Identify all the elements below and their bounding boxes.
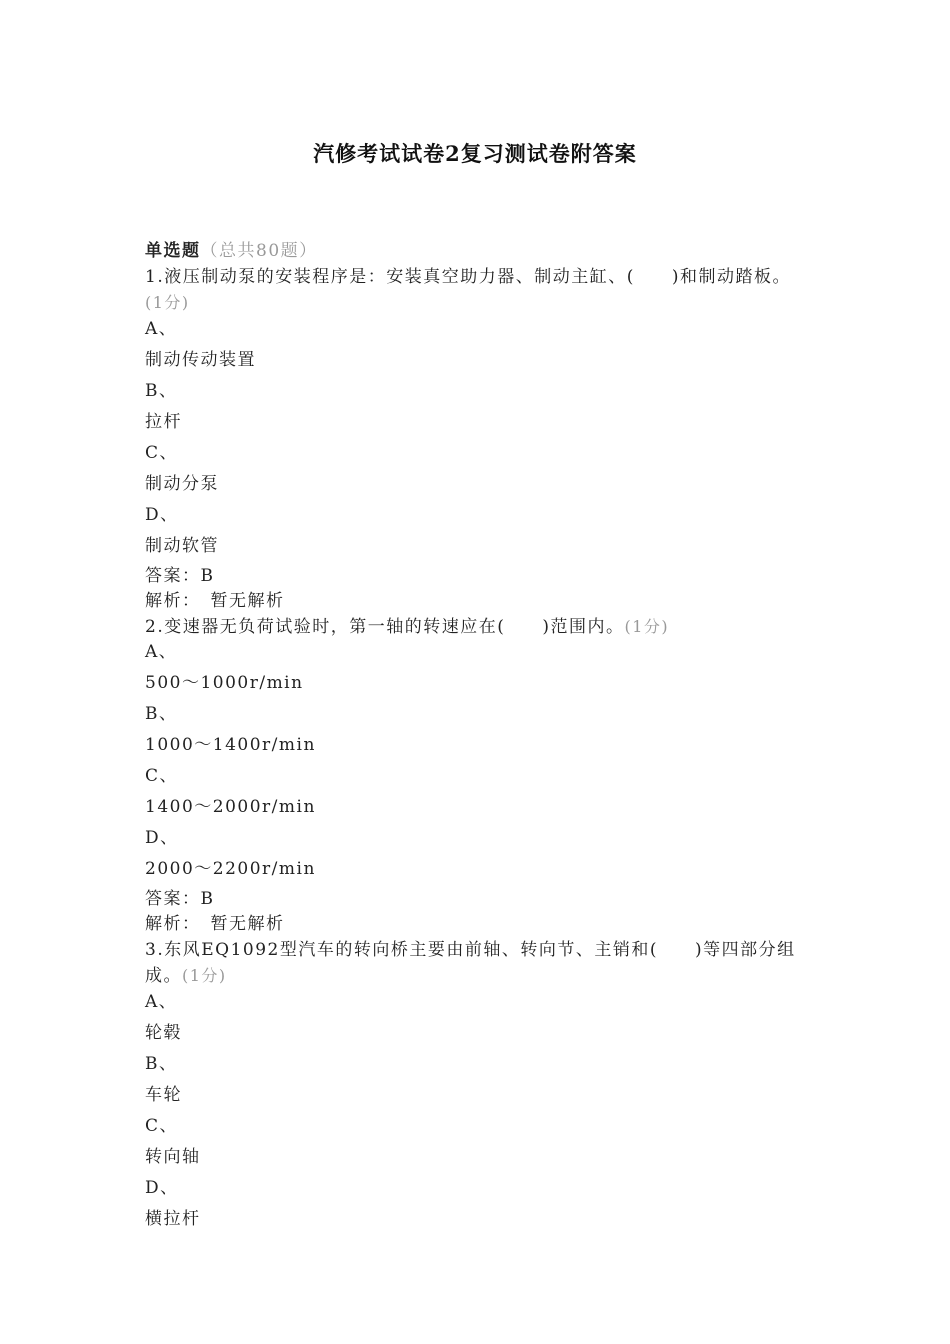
answer-line: 答案：B [145,889,215,909]
option-label: B、 [145,1054,178,1074]
answer-line: 答案：B [145,566,215,586]
option-label: C、 [145,443,179,463]
question-2 [145,614,815,937]
option-label: A、 [145,642,178,662]
question-stem [145,937,815,989]
option-text: 转向轴 [145,1147,201,1167]
option-text: 1000～1400r/min [145,735,316,755]
section-heading [145,238,815,264]
question-3 [145,937,815,1237]
option-label: D、 [145,828,179,848]
option-text: 拉杆 [145,412,182,432]
section-title: 单选题 [145,241,201,261]
section-count: （总共80题） [200,241,318,261]
question-score: (1分) [182,966,227,985]
option-label: D、 [145,505,179,525]
question-stem [145,614,815,639]
option-text: 横拉杆 [145,1209,201,1229]
analysis-line: 解析： 暂无解析 [145,914,285,934]
option-text: 制动传动装置 [145,350,256,370]
option-label: B、 [145,704,178,724]
analysis-line: 解析： 暂无解析 [145,591,285,611]
option-text: 制动分泵 [145,474,219,494]
question-1 [145,264,815,614]
option-text: 1400～2000r/min [145,797,316,817]
option-text: 2000～2200r/min [145,859,316,879]
question-stem [145,264,815,316]
option-text: 车轮 [145,1085,182,1105]
option-label: C、 [145,1116,179,1136]
question-score: (1分) [624,617,670,636]
option-text: 制动软管 [145,536,219,556]
question-text: 1.液压制动泵的安装程序是：安装真空助力器、制动主缸、( )和制动踏板。 [145,267,791,287]
document-title: 汽修考试试卷2复习测试卷附答案 [313,141,637,166]
option-label: D、 [145,1178,179,1198]
option-text: 500～1000r/min [145,673,304,693]
option-label: C、 [145,766,179,786]
question-text: 3.东风EQ1092型汽车的转向桥主要由前轴、转向节、主销和( )等四部分组成。 [145,940,796,986]
question-text: 2.变速器无负荷试验时，第一轴的转速应在( )范围内。 [145,617,625,637]
option-text: 轮毂 [145,1023,182,1043]
document-body [145,238,815,1237]
question-score: (1分) [145,293,190,312]
option-label: B、 [145,381,178,401]
option-label: A、 [145,319,178,339]
option-label: A、 [145,992,178,1012]
